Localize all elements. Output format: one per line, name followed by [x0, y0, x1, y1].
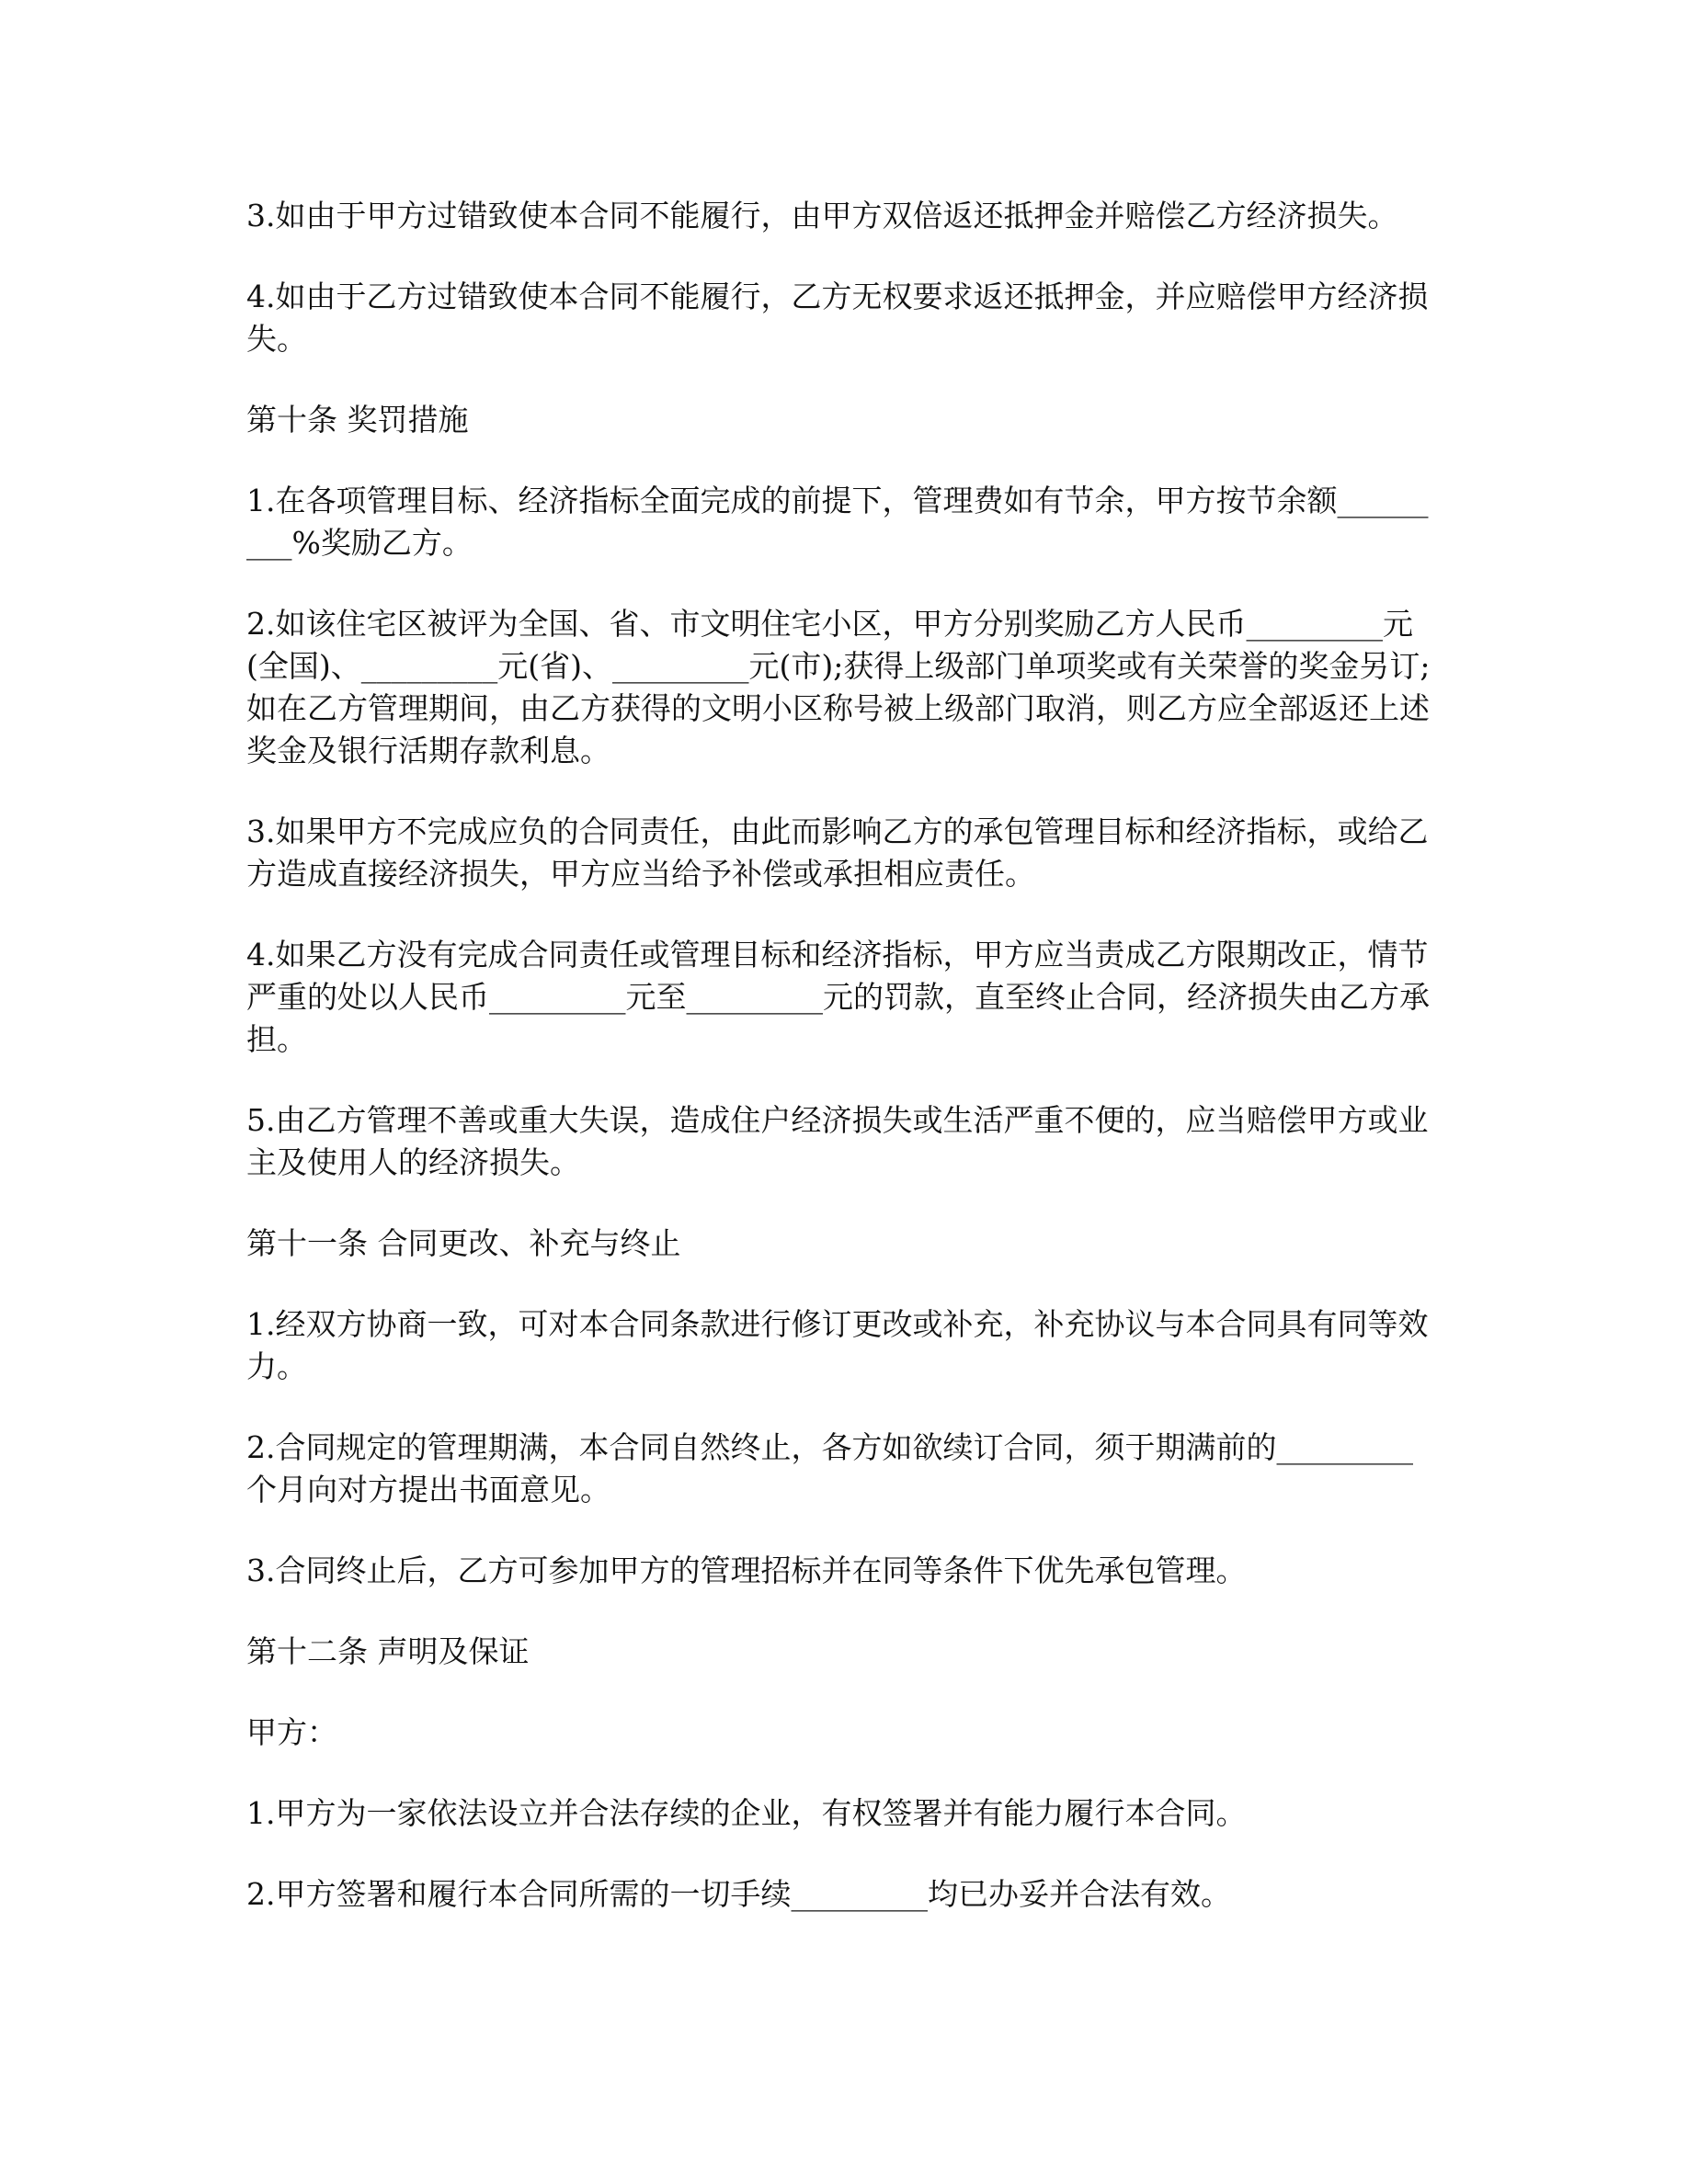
- article-11-item-3: 3.合同终止后，乙方可参加甲方的管理招标并在同等条件下优先承包管理。: [246, 1553, 1247, 1588]
- article-11-heading: 第十一条 合同更改、补充与终止: [246, 1225, 681, 1261]
- article-10-item-2: 2.如该住宅区被评为全国、省、市文明住宅小区，甲方分别奖励乙方人民币_________元(全国)、_________元(省)、_________元(市);获得上级部门单项奖或有关荣誉的奖金另订;如在乙方管理期间，由乙方获得的文明小区称号被上级部门取消，则乙方应全部返还上述奖金及银行活期存款利息。: [246, 606, 1431, 768]
- article-10-item-4: 4.如果乙方没有完成合同责任或管理目标和经济指标，甲方应当责成乙方限期改正，情节严重的处以人民币_________元至_________元的罚款，直至终止合同，经济损失由乙方承担。: [246, 937, 1430, 1057]
- article-10-heading: 第十条 奖罚措施: [246, 402, 469, 438]
- article-11-item-2: 2.合同规定的管理期满，本合同自然终止，各方如欲续订合同，须于期满前的_________个月向对方提出书面意见。: [246, 1429, 1413, 1507]
- party-a-item-2: 2.甲方签署和履行本合同所需的一切手续_________均已办妥并合法有效。: [246, 1876, 1231, 1912]
- article-11-item-1: 1.经双方协商一致，可对本合同条款进行修订更改或补充，补充协议与本合同具有同等效力。: [246, 1306, 1429, 1384]
- clause-9-item-4: 4.如由于乙方过错致使本合同不能履行，乙方无权要求返还抵押金，并应赔偿甲方经济损失。: [246, 279, 1429, 357]
- article-12-heading: 第十二条 声明及保证: [246, 1633, 530, 1669]
- party-a-label: 甲方：: [246, 1714, 337, 1750]
- article-10-item-3: 3.如果甲方不完成应负的合同责任，由此而影响乙方的承包管理目标和经济指标，或给乙方造成直接经济损失，甲方应当给予补偿或承担相应责任。: [246, 813, 1429, 892]
- party-a-item-1: 1.甲方为一家依法设立并合法存续的企业，有权签署并有能力履行本合同。: [246, 1795, 1247, 1831]
- article-10-item-5: 5.由乙方管理不善或重大失误，造成住户经济损失或生活严重不便的，应当赔偿甲方或业主及使用人的经济损失。: [246, 1102, 1429, 1180]
- clause-9-item-3: 3.如由于甲方过错致使本合同不能履行，由甲方双倍返还抵押金并赔偿乙方经济损失。: [246, 198, 1398, 233]
- document-page: [246, 195, 1442, 1954]
- article-10-item-1: 1.在各项管理目标、经济指标全面完成的前提下，管理费如有节余，甲方按节余额_________%奖励乙方。: [246, 483, 1429, 561]
